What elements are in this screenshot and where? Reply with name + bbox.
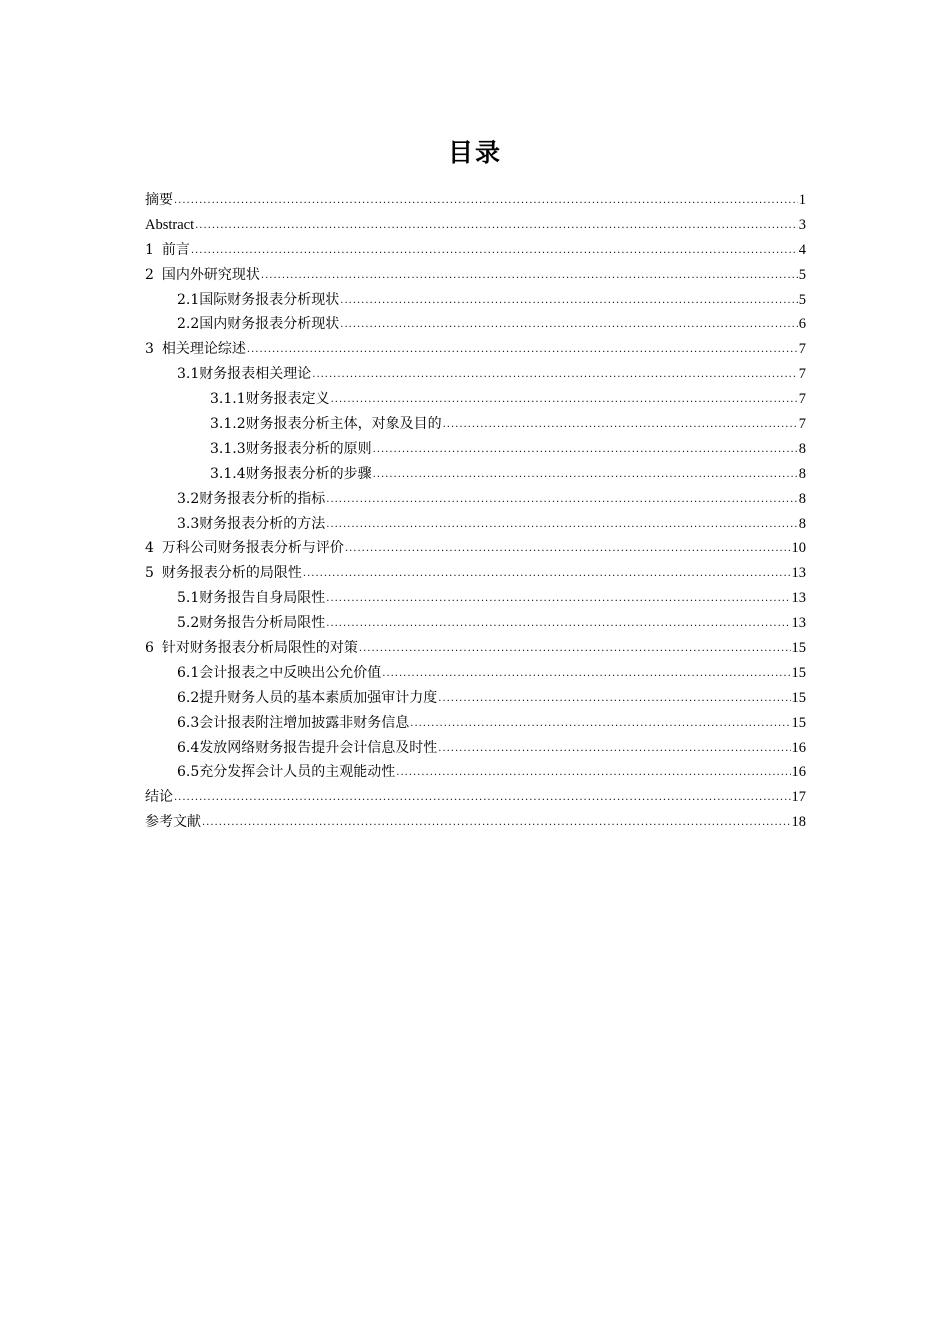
toc-page-number: 7 bbox=[798, 366, 806, 383]
toc-entry-text: 提升财务人员的基本素质加强审计力度 bbox=[199, 689, 438, 706]
toc-entry-text: 会计报表附注增加披露非财务信息 bbox=[199, 714, 410, 731]
toc-entry-label bbox=[210, 462, 372, 487]
toc-dot-leader bbox=[326, 587, 790, 612]
toc-page-number: 13 bbox=[791, 615, 806, 632]
toc-entry[interactable] bbox=[145, 263, 806, 288]
toc-page-number: 1 bbox=[798, 192, 806, 208]
toc-page-number: 13 bbox=[791, 590, 806, 607]
toc-entry-text: Abstract bbox=[145, 216, 195, 233]
toc-entry[interactable] bbox=[145, 760, 806, 785]
toc-entry-label bbox=[177, 711, 409, 736]
toc-page-number: 7 bbox=[798, 341, 806, 358]
toc-entry-number: 2.2 bbox=[177, 316, 200, 333]
toc-title: 目录 bbox=[447, 138, 502, 167]
toc-entry-number: 3.1.4 bbox=[210, 465, 246, 482]
toc-entry-label bbox=[177, 661, 381, 686]
toc-entry-number: 6 bbox=[145, 640, 154, 657]
toc-entry-number: 6.3 bbox=[177, 714, 200, 731]
toc-entry-label bbox=[177, 312, 339, 337]
toc-entry-label bbox=[177, 288, 339, 313]
toc-entry-number: 6.2 bbox=[177, 689, 200, 706]
toc-entry-label bbox=[177, 736, 437, 761]
toc-dot-leader bbox=[202, 811, 791, 836]
toc-page-number: 18 bbox=[791, 814, 806, 831]
toc-page-number: 16 bbox=[791, 764, 806, 781]
toc-dot-leader bbox=[303, 562, 791, 587]
toc-page-number: 4 bbox=[798, 241, 806, 258]
toc-list bbox=[145, 188, 806, 835]
toc-entry-number: 3.1 bbox=[177, 366, 200, 383]
toc-entry-text: 摘要 bbox=[145, 192, 173, 208]
toc-dot-leader bbox=[340, 313, 797, 338]
toc-entry[interactable] bbox=[145, 711, 806, 736]
toc-page-number: 5 bbox=[798, 266, 806, 283]
toc-entry-text: 财务报表分析的步骤 bbox=[245, 465, 372, 482]
toc-entry[interactable] bbox=[145, 462, 806, 487]
toc-dot-leader bbox=[191, 239, 798, 264]
toc-entry-text: 万科公司财务报表分析与评价 bbox=[161, 540, 344, 557]
toc-dot-leader bbox=[373, 438, 798, 463]
toc-entry-text: 发放网络财务报告提升会计信息及时性 bbox=[199, 739, 438, 756]
toc-dot-leader bbox=[331, 388, 798, 413]
toc-entry[interactable] bbox=[145, 387, 806, 412]
toc-entry[interactable] bbox=[145, 362, 806, 387]
toc-dot-leader bbox=[261, 264, 798, 289]
toc-entry-number: 6.1 bbox=[177, 664, 200, 681]
toc-dot-leader bbox=[396, 761, 790, 786]
toc-entry-text: 财务报表分析的指标 bbox=[199, 490, 326, 507]
toc-page-number: 5 bbox=[798, 291, 806, 308]
toc-entry-number: 3.1.3 bbox=[210, 440, 246, 457]
toc-entry[interactable] bbox=[145, 188, 806, 213]
toc-page-number: 8 bbox=[798, 465, 806, 482]
toc-entry-label bbox=[210, 437, 372, 462]
toc-page-number: 15 bbox=[791, 640, 806, 657]
toc-entry[interactable] bbox=[145, 785, 806, 810]
toc-entry-label bbox=[177, 512, 325, 537]
toc-entry-number: 3.3 bbox=[177, 515, 200, 532]
toc-entry-label bbox=[210, 412, 442, 437]
toc-entry[interactable] bbox=[145, 736, 806, 761]
toc-entry-label bbox=[145, 810, 201, 835]
toc-entry-text: 财务报表分析主体，对象及目的 bbox=[245, 416, 442, 433]
toc-dot-leader bbox=[359, 637, 791, 662]
toc-dot-leader bbox=[174, 189, 798, 214]
toc-entry-number: 2 bbox=[145, 266, 154, 283]
toc-entry-number: 5.2 bbox=[177, 615, 200, 632]
toc-page-number: 15 bbox=[791, 714, 806, 731]
toc-page-number: 10 bbox=[791, 540, 806, 557]
toc-dot-leader bbox=[443, 413, 798, 438]
toc-dot-leader bbox=[326, 612, 790, 637]
toc-entry-label bbox=[177, 611, 325, 636]
toc-entry-text: 国内财务报表分析现状 bbox=[199, 316, 340, 333]
toc-entry[interactable] bbox=[145, 437, 806, 462]
toc-entry-label bbox=[145, 337, 246, 362]
toc-page-number: 7 bbox=[798, 391, 806, 408]
toc-entry[interactable] bbox=[145, 238, 806, 263]
toc-entry[interactable] bbox=[145, 487, 806, 512]
toc-entry[interactable] bbox=[145, 213, 806, 238]
toc-entry-label bbox=[145, 785, 173, 810]
toc-entry-number: 2.1 bbox=[177, 291, 200, 308]
toc-entry-label bbox=[145, 536, 344, 561]
toc-entry-number: 5 bbox=[145, 565, 154, 582]
toc-entry[interactable] bbox=[145, 412, 806, 437]
toc-entry[interactable] bbox=[145, 686, 806, 711]
toc-entry-number: 3.1.2 bbox=[210, 416, 246, 433]
toc-entry[interactable] bbox=[145, 536, 806, 561]
toc-entry[interactable] bbox=[145, 561, 806, 586]
toc-entry-text: 国内外研究现状 bbox=[161, 266, 260, 283]
toc-dot-leader bbox=[247, 338, 798, 363]
toc-entry[interactable] bbox=[145, 512, 806, 537]
toc-page-number: 3 bbox=[798, 216, 806, 233]
toc-entry[interactable] bbox=[145, 636, 806, 661]
toc-dot-leader bbox=[340, 289, 797, 314]
toc-dot-leader bbox=[438, 687, 790, 712]
toc-entry-label bbox=[177, 362, 311, 387]
toc-entry-number: 3.1.1 bbox=[210, 391, 246, 408]
toc-entry-text: 国际财务报表分析现状 bbox=[199, 291, 340, 308]
toc-page-number: 7 bbox=[798, 416, 806, 433]
toc-entry-text: 财务报表分析的原则 bbox=[245, 440, 372, 457]
toc-entry-text: 财务报表定义 bbox=[245, 391, 330, 408]
toc-page-number: 8 bbox=[798, 490, 806, 507]
toc-entry-text: 充分发挥会计人员的主观能动性 bbox=[199, 764, 396, 781]
toc-page-number: 8 bbox=[798, 440, 806, 457]
toc-entry-number: 4 bbox=[145, 540, 154, 557]
toc-entry-text: 财务报表相关理论 bbox=[199, 366, 312, 383]
toc-dot-leader bbox=[373, 463, 798, 488]
toc-page-number: 8 bbox=[798, 515, 806, 532]
toc-entry[interactable] bbox=[145, 586, 806, 611]
toc-entry-label bbox=[210, 387, 330, 412]
toc-entry-text: 财务报告自身局限性 bbox=[199, 590, 326, 607]
toc-entry-text: 财务报表分析的局限性 bbox=[161, 565, 302, 582]
toc-entry-text: 针对财务报表分析局限性的对策 bbox=[161, 640, 358, 657]
toc-page-number: 13 bbox=[791, 565, 806, 582]
toc-entry[interactable] bbox=[145, 810, 806, 835]
toc-dot-leader bbox=[410, 712, 790, 737]
toc-page-number: 6 bbox=[798, 316, 806, 333]
toc-page-number: 15 bbox=[791, 689, 806, 706]
toc-entry-number: 3.2 bbox=[177, 490, 200, 507]
toc-dot-leader bbox=[174, 786, 791, 811]
toc-page-number: 17 bbox=[791, 789, 806, 806]
toc-entry-number: 5.1 bbox=[177, 590, 200, 607]
toc-entry-text: 财务报表分析的方法 bbox=[199, 515, 326, 532]
toc-entry-text: 前言 bbox=[161, 241, 190, 258]
toc-dot-leader bbox=[195, 214, 798, 239]
toc-entry-label bbox=[177, 586, 325, 611]
toc-entry-text: 财务报告分析局限性 bbox=[199, 615, 326, 632]
toc-entry-number: 6.5 bbox=[177, 764, 200, 781]
toc-dot-leader bbox=[345, 537, 791, 562]
toc-entry[interactable] bbox=[145, 661, 806, 686]
toc-entry-number: 3 bbox=[145, 341, 154, 358]
toc-entry-label bbox=[145, 213, 194, 238]
toc-entry-label bbox=[145, 238, 190, 263]
toc-entry-label bbox=[145, 188, 173, 213]
toc-page-number: 16 bbox=[791, 739, 806, 756]
toc-entry-label bbox=[145, 561, 302, 586]
toc-entry-label bbox=[177, 760, 395, 785]
toc-entry[interactable] bbox=[145, 312, 806, 337]
toc-entry-label bbox=[145, 263, 260, 288]
toc-entry-label bbox=[177, 487, 325, 512]
toc-entry-number: 6.4 bbox=[177, 739, 200, 756]
toc-entry-text: 相关理论综述 bbox=[161, 341, 246, 358]
toc-dot-leader bbox=[326, 513, 797, 538]
toc-entry-number: 1 bbox=[145, 241, 154, 258]
toc-entry-text: 结论 bbox=[145, 789, 173, 806]
toc-entry[interactable] bbox=[145, 288, 806, 313]
toc-entry[interactable] bbox=[145, 611, 806, 636]
toc-dot-leader bbox=[326, 488, 797, 513]
toc-entry-text: 会计报表之中反映出公允价值 bbox=[199, 664, 382, 681]
toc-dot-leader bbox=[312, 363, 797, 388]
toc-page-number: 15 bbox=[791, 664, 806, 681]
toc-entry-label bbox=[177, 686, 437, 711]
toc-entry-text: 参考文献 bbox=[145, 814, 201, 831]
toc-dot-leader bbox=[438, 737, 790, 762]
toc-entry[interactable] bbox=[145, 337, 806, 362]
toc-entry-label bbox=[145, 636, 358, 661]
toc-dot-leader bbox=[382, 662, 790, 687]
